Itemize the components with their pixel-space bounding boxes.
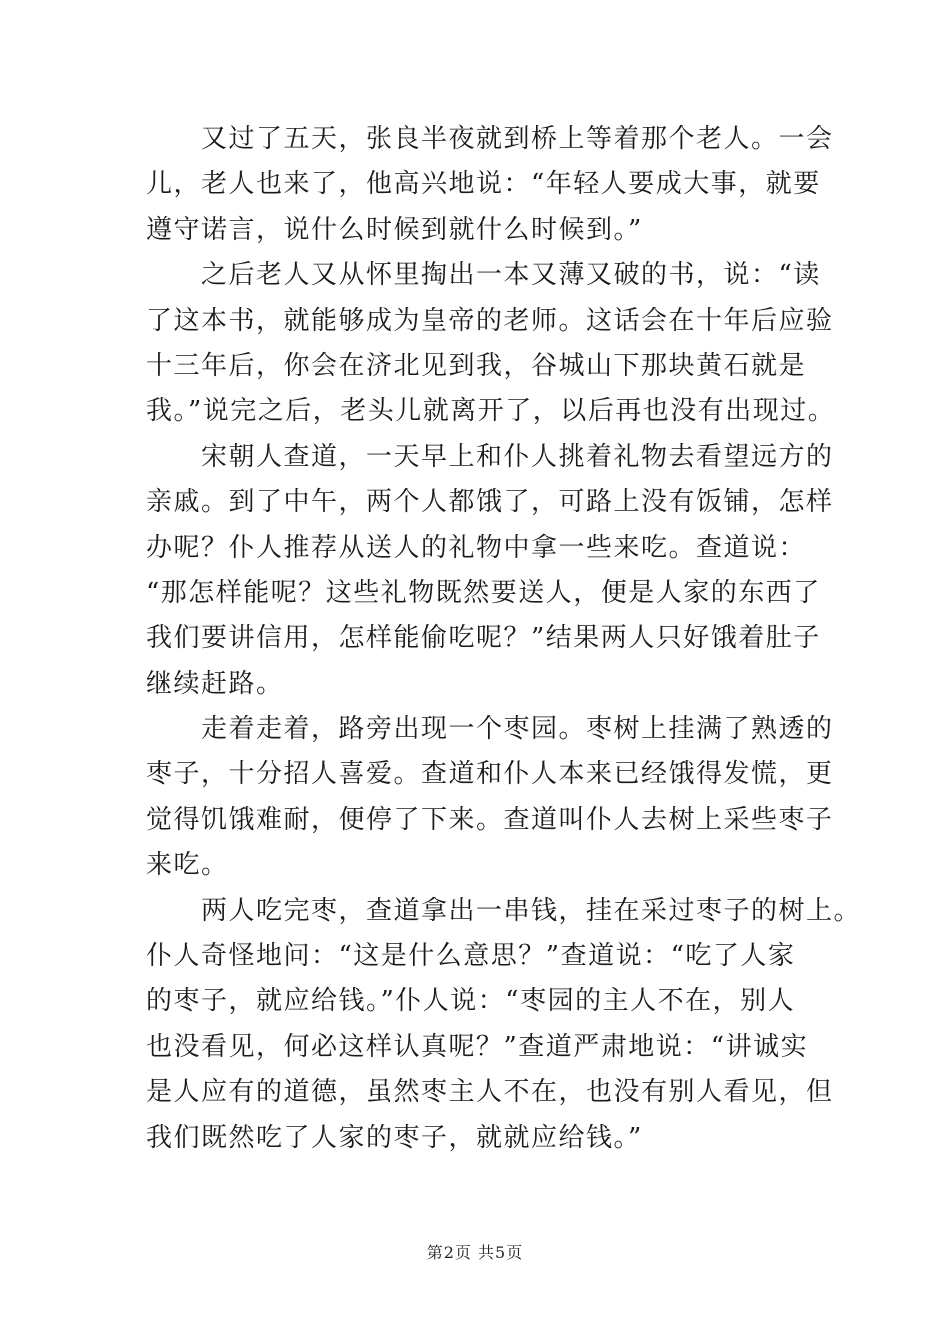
text-line: 宋朝人查道，一天早上和仆人挑着礼物去看望远方的 — [146, 441, 834, 472]
text-line: 十三年后，你会在济北见到我，谷城山下那块黄石就是 — [146, 350, 807, 381]
text-line: 我们要讲信用，怎样能偷吃呢？”结果两人只好饿着肚子 — [146, 623, 821, 654]
text-line: 遵守诺言，说什么时候到就什么时候到。” — [146, 214, 643, 245]
text-line: 是人应有的道德，虽然枣主人不在，也没有别人看见，但 — [146, 1077, 834, 1108]
text-line: “那怎样能呢？这些礼物既然要送人，便是人家的东西了 — [146, 577, 821, 608]
text-line: 之后老人又从怀里掏出一本又薄又破的书，说：“读 — [146, 260, 821, 291]
body-text — [146, 117, 862, 1161]
text-line: 来吃。 — [146, 850, 229, 881]
text-line: 也没看见，何必这样认真呢？”查道严肃地说：“讲诚实 — [146, 1031, 809, 1062]
text-line: 枣子，十分招人喜爱。查道和仆人本来已经饿得发慌，更 — [146, 759, 834, 790]
text-line: 两人吃完枣，查道拿出一串钱，挂在采过枣子的树上。 — [146, 895, 862, 926]
text-line: 我们既然吃了人家的枣子，就就应给钱。” — [146, 1122, 643, 1153]
text-line: 的枣子，就应给钱。”仆人说：“枣园的主人不在，别人 — [146, 986, 796, 1017]
text-line: 办呢？仆人推荐从送人的礼物中拿一些来吃。查道说： — [146, 532, 807, 563]
text-line: 我。”说完之后，老头儿就离开了，以后再也没有出现过。 — [146, 396, 836, 427]
text-line: 又过了五天，张良半夜就到桥上等着那个老人。一会 — [146, 124, 834, 154]
text-line: 儿，老人也来了，他高兴地说：“年轻人要成大事，就要 — [146, 169, 821, 200]
text-line: 了这本书，就能够成为皇帝的老师。这话会在十年后应验 — [146, 305, 834, 336]
text-line: 继续赶路。 — [146, 668, 284, 699]
text-line: 亲戚。到了中午，两个人都饿了，可路上没有饭铺，怎样 — [146, 487, 834, 518]
text-line: 走着走着，路旁出现一个枣园。枣树上挂满了熟透的 — [146, 714, 834, 745]
page-number-footer: 第2页 共5页 — [426, 1243, 524, 1262]
text-line: 仆人奇怪地问：“这是什么意思？”查道说：“吃了人家 — [146, 941, 796, 972]
text-line: 觉得饥饿难耐，便停了下来。查道叫仆人去树上采些枣子 — [146, 804, 834, 835]
